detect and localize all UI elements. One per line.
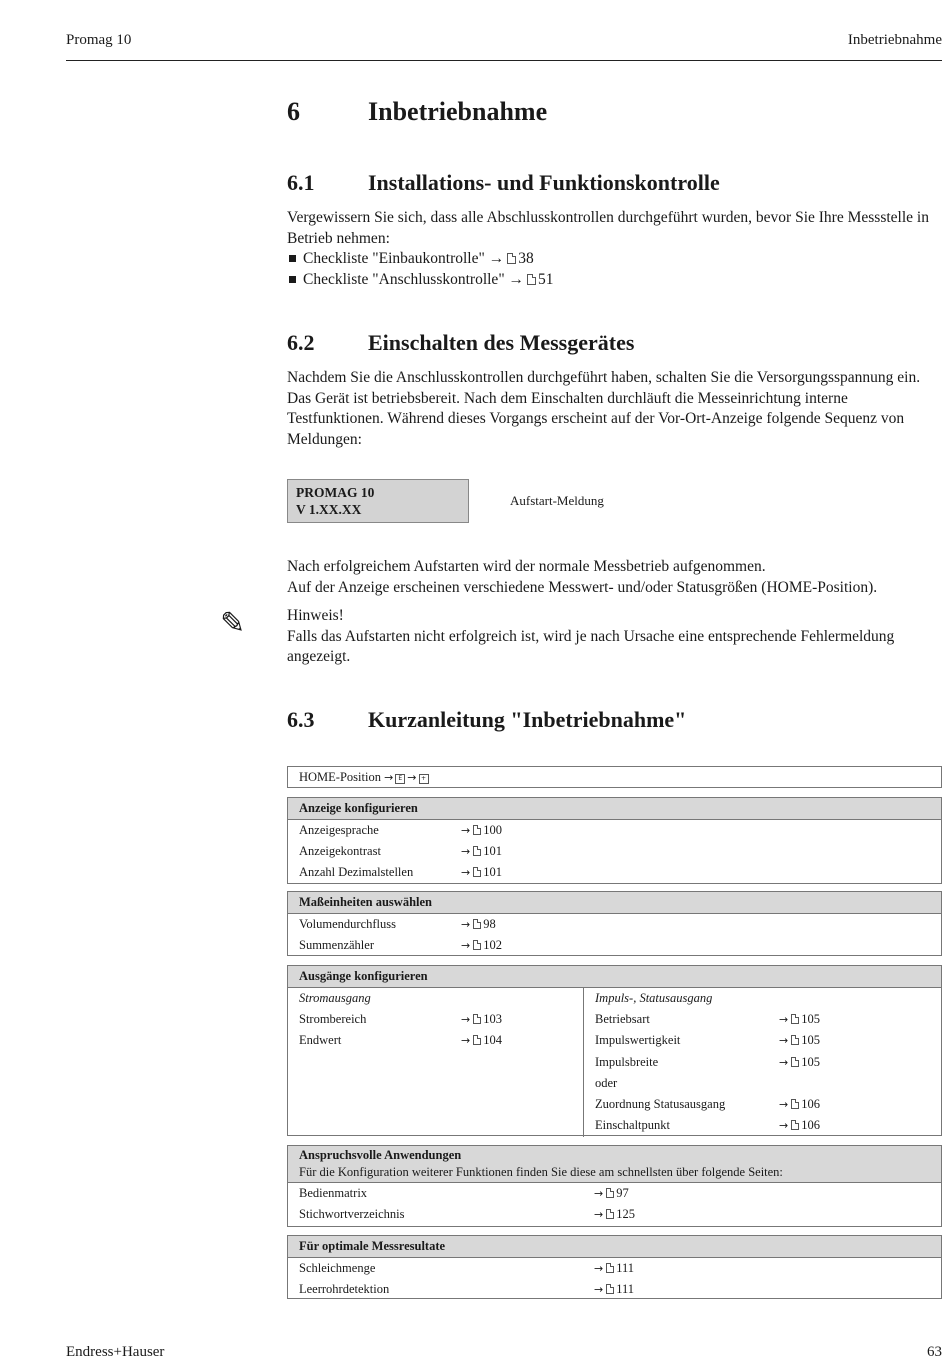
table-row: Zuordnung Statusausgang → 106 <box>595 1096 820 1111</box>
table-row: Stichwortverzeichnis → 125 <box>299 1207 635 1222</box>
plus-key-icon: + <box>419 774 429 784</box>
chapter-title: 6 Inbetriebnahme <box>287 97 548 126</box>
section-6-1-body <box>287 208 942 290</box>
table-row: Betriebsart → 105 <box>595 1012 820 1027</box>
home-position-box: HOME-Position → E → + <box>287 766 942 788</box>
bullet-anschlusskontrolle: Checkliste "Anschlusskontrolle" → 51 <box>287 270 942 291</box>
note <box>287 606 942 668</box>
section-6-1-title: 6.1 Installations- und Funktionskontrolle <box>287 170 720 195</box>
table-row: Strombereich → 103 <box>299 1012 502 1027</box>
table-row: Summenzähler → 102 <box>299 938 502 953</box>
page-ref-icon <box>507 253 516 264</box>
table-row: Schleichmenge → 111 <box>299 1261 635 1275</box>
display-startup-message: PROMAG 10 V 1.XX.XX <box>287 479 469 523</box>
section-6-2-body <box>287 368 942 450</box>
table-row: Anzahl Dezimalstellen → 101 <box>299 865 502 880</box>
table-row: Impulsbreite → 105 <box>595 1054 820 1069</box>
table-row: Impulswertigkeit → 105 <box>595 1033 820 1048</box>
page-ref-icon <box>527 274 536 285</box>
section-6-1-text: Vergewissern Sie sich, dass alle Abschlusskontrollen durchgeführt wurden, bevor Sie Ihre Messstelle in Betrieb nehmen: <box>287 209 929 247</box>
box-ausgaenge: Ausgänge konfigurieren Stromausgang Strombereich → 103 Endwert → 104 Impuls-, Statusausgang Betriebsart → 105 Impulswertigkeit → 105 Impulsbreite → 105 oder Zuordnung Statusausgang → 106 Einschaltpunkt → 106 <box>287 965 942 1136</box>
section-6-2-text: Nachdem Sie die Anschlusskontrollen durchgeführt haben, schalten Sie die Versorgungsspannung ein. Das Gerät ist betriebsbereit. Nach dem Einschalten durchläuft die Messeinrichtung interne Testfunktionen. Während dieses Vorgangs erscheint auf der Vor-Ort-Anzeige folgende Sequenz von Meldungen: <box>287 369 921 448</box>
display-caption: Aufstart-Meldung <box>510 493 604 508</box>
table-row: Endwert → 104 <box>299 1033 502 1048</box>
pencil-icon: ✎ <box>220 606 246 641</box>
table-row: Leerrohrdetektion → 111 <box>299 1282 635 1297</box>
table-row: Volumendurchfluss → 98 <box>299 917 496 931</box>
table-row: Bedienmatrix → 97 <box>299 1186 629 1200</box>
section-6-2-title: 6.2 Einschalten des Messgerätes <box>287 330 635 355</box>
header-product: Promag 10 <box>66 32 132 48</box>
section-6-2-after: Nach erfolgreichem Aufstarten wird der normale Messbetrieb aufgenommen. Auf der Anzeige erscheinen verschiedene Messwert- und/oder Statusgrößen (HOME-Position). <box>287 558 878 596</box>
box-anspruch: Anspruchsvolle Anwendungen Für die Konfiguration weiterer Funktionen finden Sie diese am schnellsten über folgende Seiten: Bedienmatrix → 97 Stichwortverzeichnis → 125 <box>287 1145 942 1227</box>
box-einheiten: Maßeinheiten auswählen Volumendurchfluss → 98 Summenzähler → 102 <box>287 891 942 956</box>
header-chapter: Inbetriebnahme <box>847 32 942 48</box>
note-title: Hinweis! <box>287 607 344 624</box>
box-anzeige: Anzeige konfigurieren Anzeigesprache → 100 Anzeigekontrast → 101 Anzahl Dezimalstellen → 101 <box>287 797 942 884</box>
page-number: 63 <box>927 1344 942 1360</box>
section-6-3-title: 6.3 Kurzanleitung "Inbetriebnahme" <box>287 707 687 732</box>
box-optimal: Für optimale Messresultate Schleichmenge → 111 Leerrohrdetektion → 111 <box>287 1235 942 1299</box>
footer-company: Endress+Hauser <box>66 1344 165 1360</box>
table-row: Einschaltpunkt → 106 <box>595 1118 820 1133</box>
header-rule <box>66 60 942 61</box>
note-text: Falls das Aufstarten nicht erfolgreich ist, wird je nach Ursache eine entsprechende Fehlermeldung angezeigt. <box>287 627 895 665</box>
table-row: Anzeigekontrast → 101 <box>299 844 502 859</box>
table-row: Anzeigesprache → 100 <box>299 823 502 837</box>
bullet-einbaukontrolle: Checkliste "Einbaukontrolle" → 38 <box>287 249 942 270</box>
enter-key-icon: E <box>395 774 405 784</box>
table-row: oder <box>595 1075 618 1090</box>
